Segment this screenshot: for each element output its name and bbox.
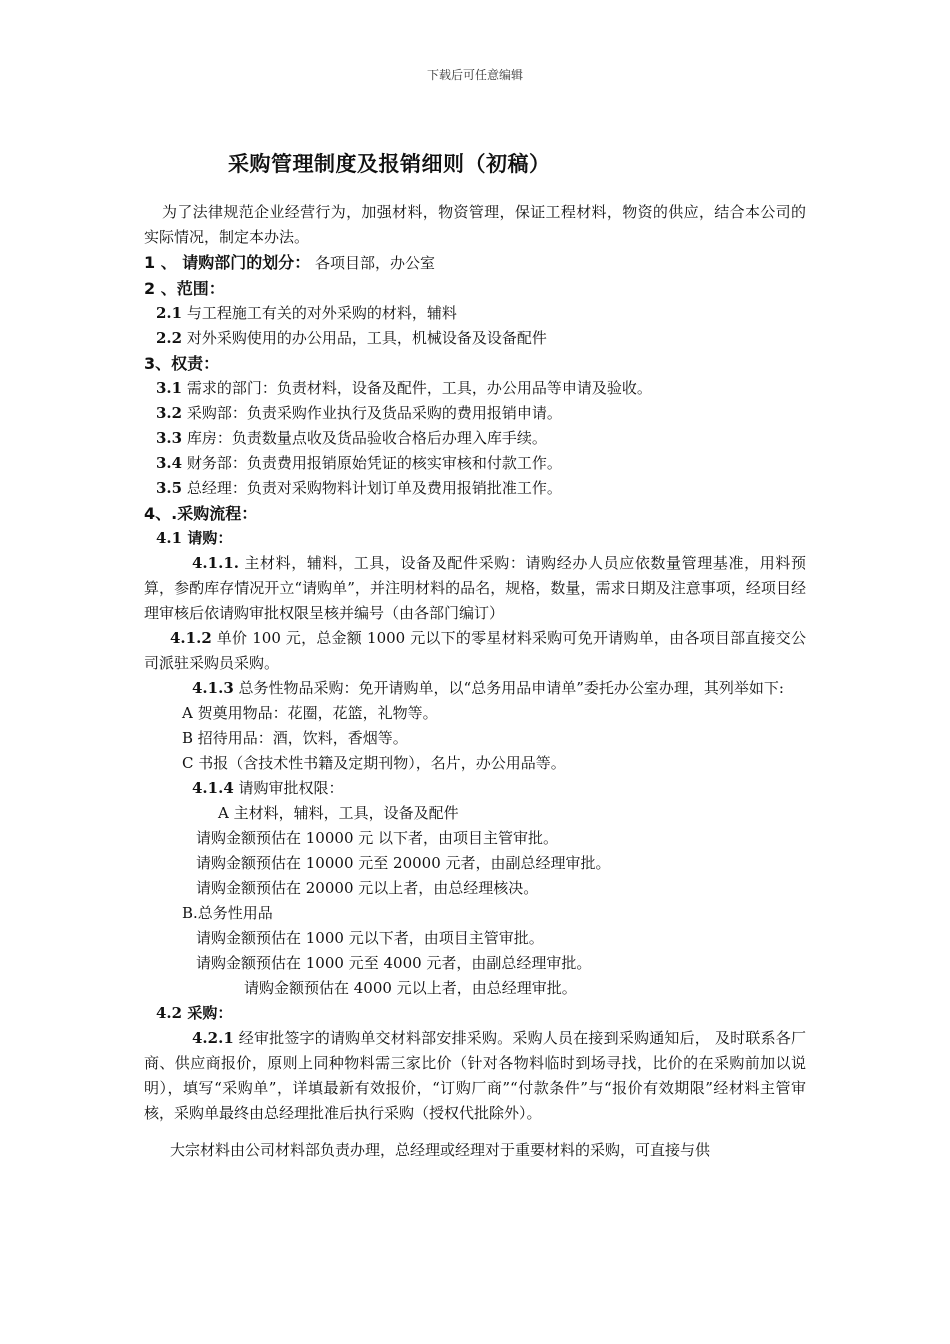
document-title: 采购管理制度及报销细则（初稿）: [228, 152, 551, 176]
approval-rule-a3: 请购金额预估在 20000 元以上者，由总经理核决。: [196, 879, 539, 897]
section-1: [144, 250, 806, 276]
approval-rule-a2: 请购金额预估在 10000 元至 20000 元者，由副总经理审批。: [196, 854, 611, 872]
approval-rule-b1: 请购金额预估在 1000 元以下者，由项目主管审批。: [196, 929, 544, 947]
document-body: [144, 200, 806, 1163]
approval-rule-b3: 请购金额预估在 4000 元以上者，由总经理审批。: [244, 979, 577, 997]
last-paragraph: 大宗材料由公司材料部负责办理，总经理或经理对于重要材料的采购，可直接与供: [170, 1141, 711, 1159]
list-item-b: B 招待用品：酒，饮料，香烟等。: [182, 729, 408, 747]
item-4-2-1: 4.2.1 经审批签字的请购单交材料部安排采购。采购人员在接到采购通知后， 及时联系各厂商、供应商报价，原则上同种物料需三家比价（针对各物料临时到场寻找，比价的在采购前加以说明），填写“采购单”，详填最新有效报价，“订购厂商”“付款条件”与“报价有效期限”经材料主管审核，采购单最终由总经理批准后执行采购（授权代批除外）。: [144, 1029, 806, 1122]
item-2-1: 2.1 与工程施工有关的对外采购的材料，辅料: [156, 304, 457, 322]
item-4-1-2: 4.1.2 单价 100 元，总金额 1000 元以下的零星材料采购可免开请购单，由各项目部直接交公司派驻采购员采购。: [144, 629, 806, 672]
paragraph-gap: [144, 1126, 806, 1138]
item-4-1-1: 4.1.1. 主材料，辅料，工具，设备及配件采购：请购经办人员应依数量管理基准，用料预算，参酌库存情况开立“请购单”，并注明材料的品名，规格，数量，需求日期及注意事项，经项目经理审核后依请购审批权限呈核并编号（由各部门编订）: [144, 554, 806, 622]
approval-group-a: A 主材料，辅料，工具，设备及配件: [218, 804, 459, 822]
item-4-1-3: 4.1.3 总务性物品采购：免开请购单，以“总务用品申请单”委托办公室办理，其列举如下:: [192, 679, 784, 697]
section-4-heading: 4、.采购流程：: [144, 504, 258, 523]
approval-rule-b2: 请购金额预估在 1000 元至 4000 元者，由副总经理审批。: [196, 954, 592, 972]
section-3-heading: 3、权责：: [144, 354, 220, 373]
section-2-heading: 2 、范围：: [144, 279, 225, 298]
section-1-text: 各项目部，办公室: [310, 254, 436, 272]
list-item-c: C 书报（含技术性书籍及定期刊物），名片，办公用品等。: [182, 754, 566, 772]
item-2-2: 2.2 对外采购使用的办公用品，工具，机械设备及设备配件: [156, 329, 547, 347]
item-3-3: 3.3 库房：负责数量点收及货品验收合格后办理入库手续。: [156, 429, 547, 447]
item-3-5: 3.5 总经理：负责对采购物料计划订单及费用报销批准工作。: [156, 479, 562, 497]
approval-group-b: B.总务性用品: [182, 904, 273, 922]
item-4-1-4: 4.1.4 请购审批权限：: [192, 779, 344, 797]
page-header-note: 下载后可任意编辑: [426, 68, 523, 82]
item-3-1: 3.1 需求的部门：负责材料，设备及配件，工具，办公用品等申请及验收。: [156, 379, 652, 397]
section-1-heading: 1 、 请购部门的划分：: [144, 253, 311, 272]
subsection-4-2-heading: 4.2 采购：: [156, 1004, 233, 1022]
subsection-4-1-heading: 4.1 请购：: [156, 529, 233, 547]
item-3-2: 3.2 采购部：负责采购作业执行及货品采购的费用报销申请。: [156, 404, 562, 422]
item-3-4: 3.4 财务部：负责费用报销原始凭证的核实审核和付款工作。: [156, 454, 562, 472]
approval-rule-a1: 请购金额预估在 10000 元 以下者，由项目主管审批。: [196, 829, 559, 847]
list-item-a: A 贺奠用物品：花圈，花篮，礼物等。: [182, 704, 438, 722]
intro-paragraph: 为了法律规范企业经营行为，加强材料，物资管理，保证工程材料，物资的供应，结合本公司的实际情况，制定本办法。: [144, 203, 806, 246]
